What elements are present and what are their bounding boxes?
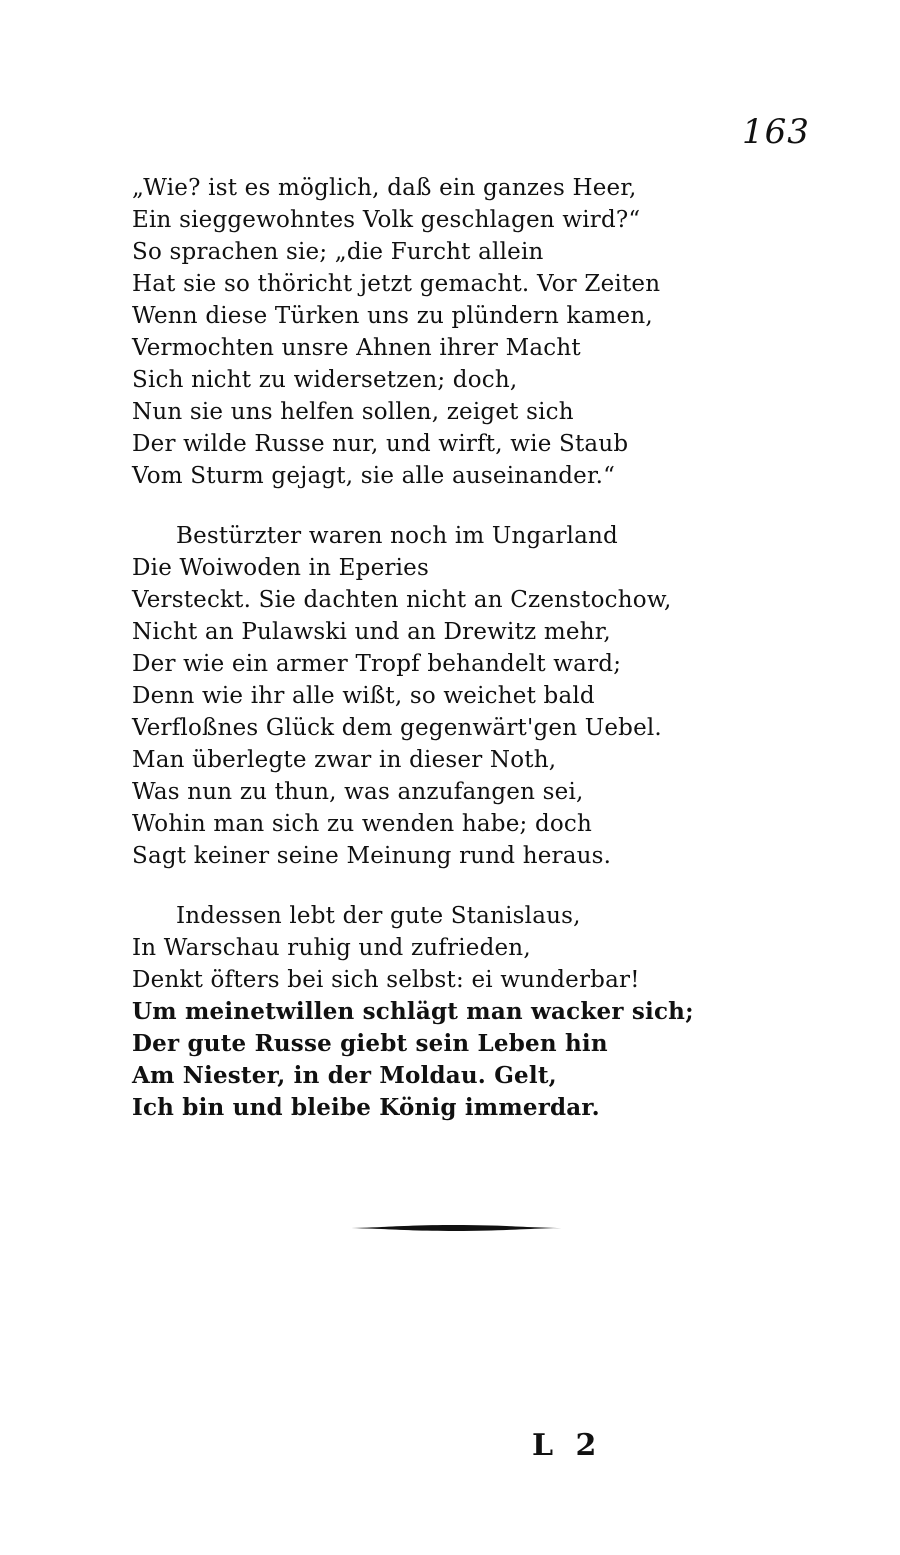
verse-line: Indessen lebt der gute Stanislaus, [176,903,581,929]
verse-line: Was nun zu thun, was anzufangen sei, [132,779,584,805]
verse-line: Versteckt. Sie dachten nicht an Czenstochow, [132,587,672,613]
verse-line: Hat sie so thöricht jetzt gemacht. Vor Zeiten [132,271,661,297]
verse-line: In Warschau ruhig und zufrieden, [132,935,531,961]
verse-line: Man überlegte zwar in dieser Noth, [132,747,557,773]
page-number: 163 [742,112,810,152]
verse-line: Am Niester, in der Moldau. Gelt, [132,1062,557,1089]
verse-line: Die Woiwoden in Eperies [132,555,429,581]
verse-line: Nicht an Pulawski und an Drewitz mehr, [132,619,611,645]
verse-line: Der wie ein armer Tropf behandelt ward; [132,651,622,677]
signature-mark: L 2 [532,1428,603,1463]
verse-line: Vermochten unsre Ahnen ihrer Macht [132,335,581,361]
verse-line: Wohin man sich zu wenden habe; doch [132,811,593,837]
verse-line: Ein sieggewohntes Volk geschlagen wird?“ [132,207,641,233]
ornamental-rule [340,1224,570,1232]
verse-line: Denn wie ihr alle wißt, so weichet bald [132,683,595,709]
verse-line: Denkt öfters bei sich selbst: ei wunderbar! [132,967,640,993]
verse-line: Sich nicht zu widersetzen; doch, [132,367,518,393]
verse-line: „Wie? ist es möglich, daß ein ganzes Heer, [132,175,637,201]
verse-line: Bestürzter waren noch im Ungarland [176,523,618,549]
verse-line: Nun sie uns helfen sollen, zeiget sich [132,399,574,425]
stanza-3 [132,900,772,1124]
verse-line: Um meinetwillen schlägt man wacker sich; [132,998,694,1025]
verse-line: Der wilde Russe nur, und wirft, wie Staub [132,431,629,457]
verse-line: Sagt keiner seine Meinung rund heraus. [132,843,612,869]
stanza-2 [132,520,772,872]
stanza-1 [132,172,772,492]
verse-line: Der gute Russe giebt sein Leben hin [132,1030,608,1057]
verse-line: Verfloßnes Glück dem gegenwärt'gen Uebel. [132,715,662,741]
verse-line: Vom Sturm gejagt, sie alle auseinander.“ [132,463,616,489]
verse-line: Wenn diese Türken uns zu plündern kamen, [132,303,653,329]
verse-line: Ich bin und bleibe König immerdar. [132,1094,600,1121]
verse-line: So sprachen sie; „die Furcht allein [132,239,544,265]
